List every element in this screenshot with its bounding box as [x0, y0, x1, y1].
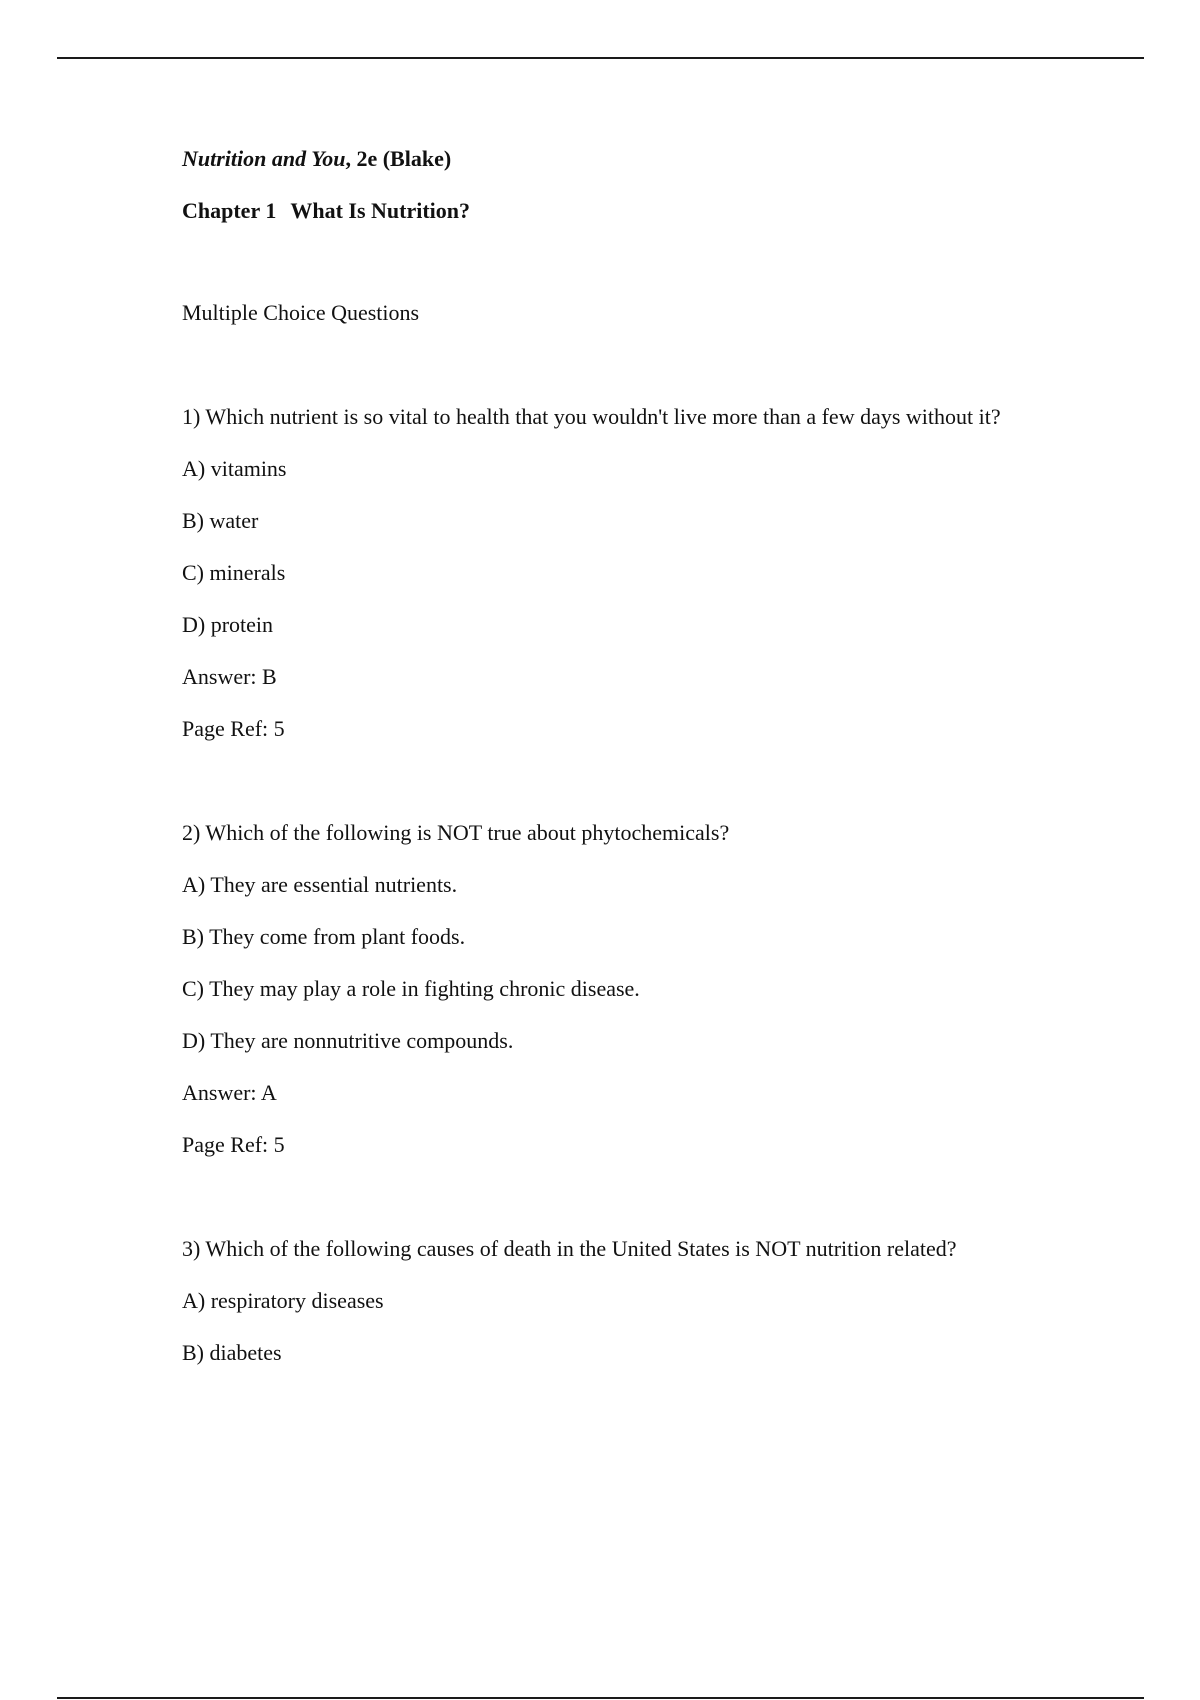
option-c: C) They may play a role in fighting chronic disease.	[182, 976, 640, 1001]
page-ref: Page Ref: 5	[182, 716, 285, 741]
section-heading: Multiple Choice Questions	[182, 300, 420, 325]
book-title	[182, 143, 1072, 175]
option-c: C) minerals	[182, 560, 286, 585]
option-b: B) diabetes	[182, 1340, 282, 1365]
chapter-number: Chapter 1	[182, 198, 277, 223]
answer: Answer: A	[182, 1080, 277, 1105]
question-1	[182, 401, 1072, 745]
option-d: D) They are nonnutritive compounds.	[182, 1028, 514, 1053]
book-title-italic: Nutrition and You	[182, 146, 346, 171]
question-text: 2) Which of the following is NOT true about phytochemicals?	[182, 820, 730, 845]
chapter-heading	[182, 195, 1072, 227]
page-ref: Page Ref: 5	[182, 1132, 285, 1157]
option-a: A) They are essential nutrients.	[182, 872, 458, 897]
option-d: D) protein	[182, 612, 274, 637]
option-a: A) respiratory diseases	[182, 1288, 384, 1313]
bottom-rule	[57, 1697, 1144, 1699]
option-a: A) vitamins	[182, 456, 287, 481]
top-rule	[57, 57, 1144, 59]
question-2	[182, 817, 1072, 1161]
chapter-title: What Is Nutrition?	[290, 198, 471, 223]
document-body	[182, 143, 1072, 1369]
book-title-edition: , 2e (Blake)	[345, 146, 452, 171]
option-b: B) They come from plant foods.	[182, 924, 466, 949]
question-3	[182, 1233, 1072, 1369]
question-text: 3) Which of the following causes of death in the United States is NOT nutrition related?	[182, 1236, 957, 1261]
option-b: B) water	[182, 508, 259, 533]
answer: Answer: B	[182, 664, 277, 689]
question-text: 1) Which nutrient is so vital to health that you wouldn't live more than a few days without it?	[182, 404, 1001, 429]
